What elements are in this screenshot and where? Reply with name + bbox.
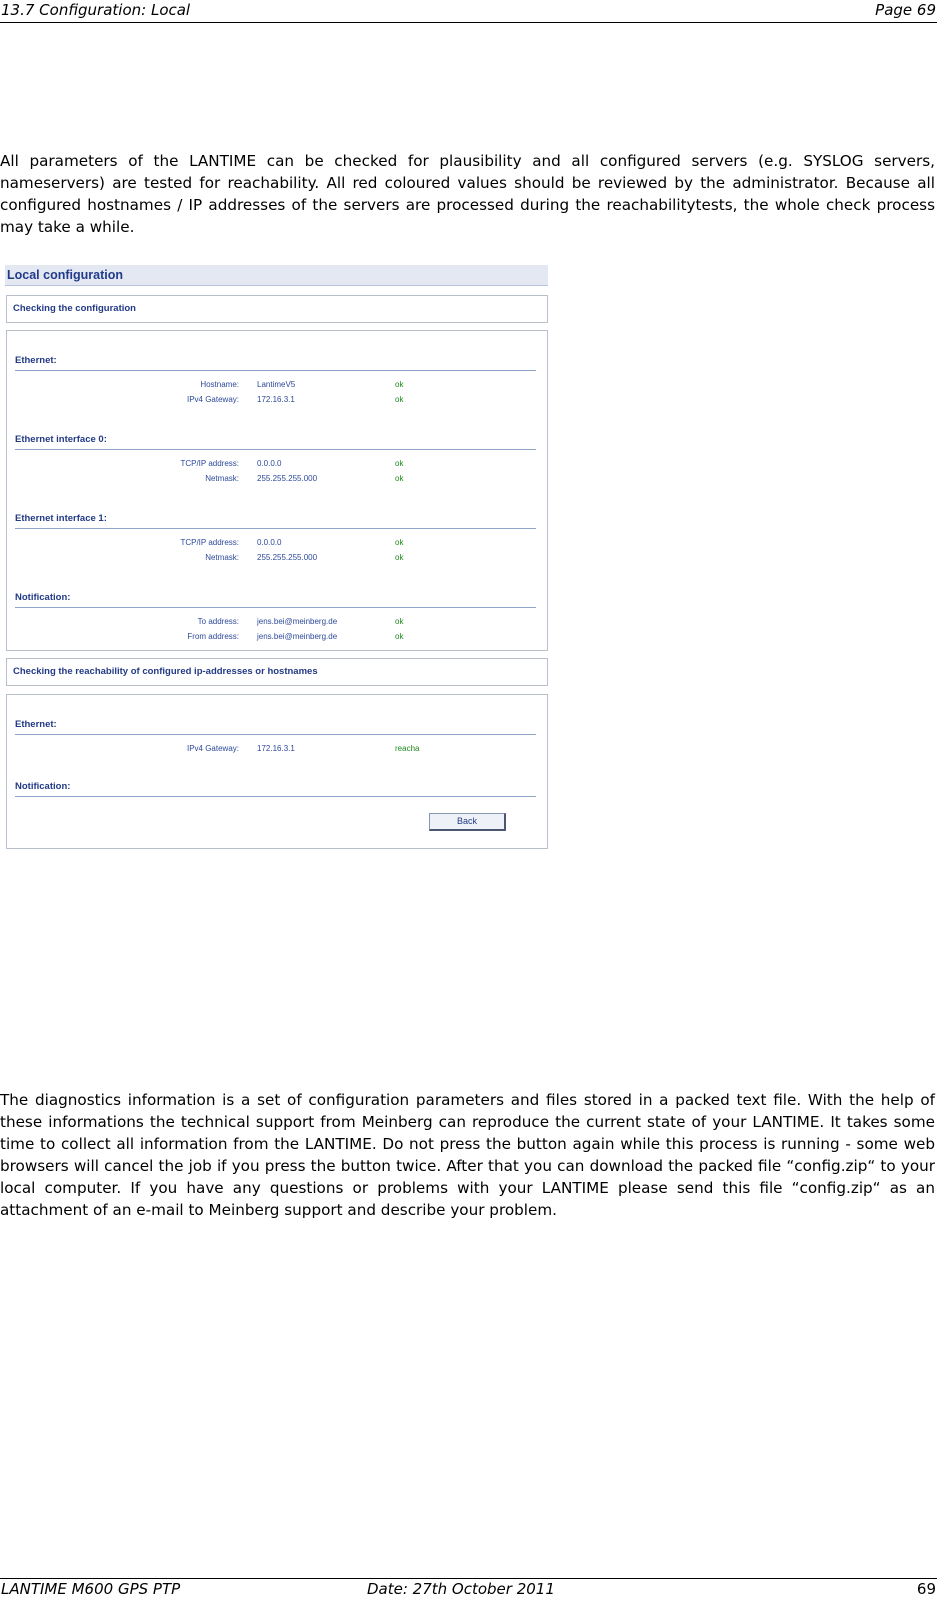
group-divider <box>15 449 536 450</box>
row-value-tcpip-address: 0.0.0.0 <box>257 459 282 468</box>
group-title-notification: Notification: <box>15 592 71 603</box>
group-title-notification: Notification: <box>15 781 71 792</box>
row-value-hostname: LantimeV5 <box>257 380 296 389</box>
row-status-netmask: ok <box>395 553 404 562</box>
group-divider <box>15 796 536 797</box>
config-results-box <box>6 330 548 651</box>
row-label-from-address: From address: <box>187 632 239 641</box>
header-section-title: 13.7 Configuration: Local <box>1 1 191 19</box>
back-button[interactable]: Back <box>429 813 506 831</box>
row-value-tcpip-address: 0.0.0.0 <box>257 538 282 547</box>
row-label-tcpip-address: TCP/IP address: <box>180 538 239 547</box>
row-value-netmask: 255.255.255.000 <box>257 553 318 562</box>
row-value-ipv4-gateway: 172.16.3.1 <box>257 395 295 404</box>
group-divider <box>15 370 536 371</box>
row-label-ipv4-gateway: IPv4 Gateway: <box>186 744 239 753</box>
group-divider <box>15 734 536 735</box>
running-header <box>0 0 937 23</box>
running-footer <box>0 1578 937 1599</box>
row-value-netmask: 255.255.255.000 <box>257 474 318 483</box>
group-title-ethernet: Ethernet: <box>15 355 57 366</box>
row-status-ipv4-gateway: ok <box>395 395 404 404</box>
row-status-netmask: ok <box>395 474 404 483</box>
row-status-tcpip-address: ok <box>395 459 404 468</box>
row-label-to-address: To address: <box>197 617 239 626</box>
row-value-to-address: jens.bei@meinberg.de <box>257 617 338 626</box>
group-divider <box>15 528 536 529</box>
row-label-netmask: Netmask: <box>205 474 239 483</box>
row-status-from-address: ok <box>395 632 404 641</box>
config-check-header: Checking the configuration <box>13 303 136 314</box>
row-value-ipv4-gateway: 172.16.3.1 <box>257 744 295 753</box>
config-check-header-box <box>6 295 548 323</box>
row-label-tcpip-address: TCP/IP address: <box>180 459 239 468</box>
screenshot-title: Local configuration <box>5 265 548 286</box>
group-title-ethernet: Ethernet: <box>15 719 57 730</box>
reachability-header: Checking the reachability of configured ip-addresses or hostnames <box>13 666 318 677</box>
row-value-from-address: jens.bei@meinberg.de <box>257 632 338 641</box>
header-page-label: Page 69 <box>875 1 936 19</box>
row-status-hostname: ok <box>395 380 404 389</box>
group-title-ethernet-interface-1: Ethernet interface 1: <box>15 513 107 524</box>
row-status-tcpip-address: ok <box>395 538 404 547</box>
footer-product: LANTIME M600 GPS PTP <box>1 1580 181 1598</box>
group-divider <box>15 607 536 608</box>
footer-page-number: 69 <box>916 1580 936 1598</box>
row-label-ipv4-gateway: IPv4 Gateway: <box>186 395 239 404</box>
row-label-netmask: Netmask: <box>205 553 239 562</box>
row-status-reachable: reacha <box>395 744 420 753</box>
footer-date: Date: 27th October 2011 <box>367 1580 555 1598</box>
diagnostics-paragraph: The diagnostics information is a set of configuration parameters and files stored in a packed text file. With the help of these informations the technical support from Meinberg can reproduce the current state of your LANTIME. It takes some time to collect all information from the LANTIME. Do not press the button again while this process is running - some web browsers will cancel the job if you press the button twice. After that you can download the packed file “config.zip“ to your local computer. If you have any questions or problems with your LANTIME please send this file “config.zip“ as an attachment of an e-mail to Meinberg support and describe your problem. <box>0 1091 935 1219</box>
row-label-hostname: Hostname: <box>200 380 239 389</box>
reachability-header-box <box>6 658 548 686</box>
intro-paragraph: All parameters of the LANTIME can be checked for plausibility and all configured servers (e.g. SYSLOG servers, nameservers) are tested for reachability. All red coloured values should be reviewed by the administrator. Because all configured hostnames / IP addresses of the servers are processed during the reachabilitytests, the whole check process may take a while. <box>0 152 935 236</box>
row-status-to-address: ok <box>395 617 404 626</box>
group-title-ethernet-interface-0: Ethernet interface 0: <box>15 434 107 445</box>
local-configuration-screenshot <box>5 265 550 855</box>
